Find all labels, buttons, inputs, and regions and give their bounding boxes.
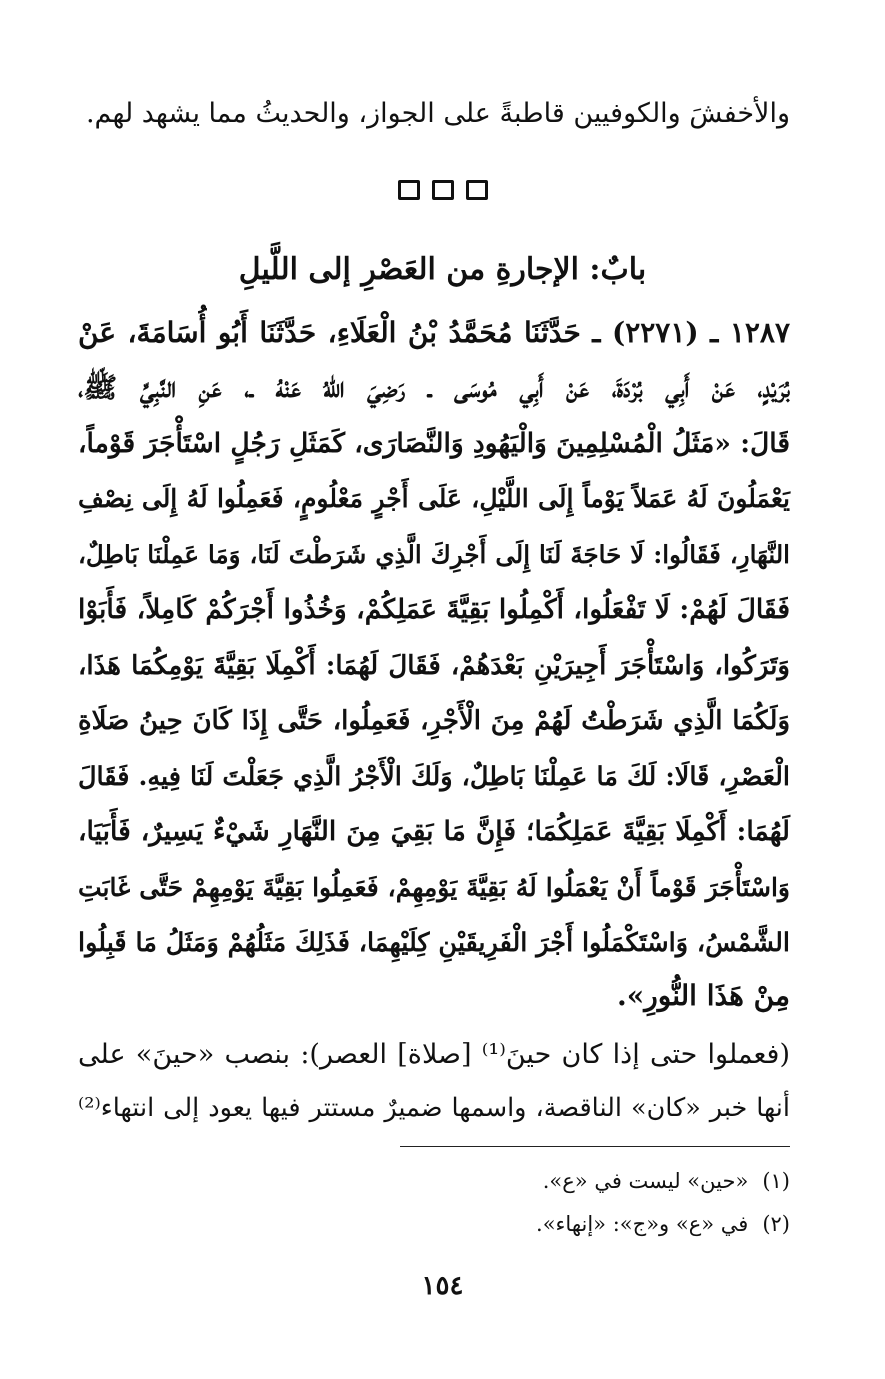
page-number: ١٥٤ <box>421 1271 464 1301</box>
hadith-line: النَّهَارِ، فَقَالُوا: لَا حَاجَةَ لَنَا إِلَى أَجْرِكَ الَّذِي شَرَطْتَ لَنَا، وَمَا عَمِلْنَا بَاطِلٌ، <box>78 540 790 569</box>
divider-square-icon <box>466 180 488 200</box>
commentary-line: (فعملوا حتى إذا كان حينَ⁽¹⁾ [صلاة] العصر): بنصب «حينَ» على <box>78 1039 791 1070</box>
hadith-line: يَعْمَلُونَ لَهُ عَمَلاً يَوْماً إِلَى اللَّيْلِ، عَلَى أَجْرٍ مَعْلُومٍ، فَعَمِلُوا لَهُ إِلَى نِصْفِ <box>78 484 790 513</box>
chapter-heading: بابٌ: الإجارةِ من العَصْرِ إلى اللَّيلِ <box>238 252 647 287</box>
intro-line: والأخفشَ والكوفيين قاطبةً على الجواز، والحديثُ مما يشهد لهم. <box>85 98 790 129</box>
hadith-line: قَالَ: «مَثَلُ الْمُسْلِمِينَ وَالْيَهُودِ وَالنَّصَارَى، كَمَثَلِ رَجُلٍ اسْتَأْجَرَ قَوْماً، <box>78 428 790 459</box>
footnote-separator <box>400 1146 790 1147</box>
hadith-line: وَلَكُمَا الَّذِي شَرَطْتُ لَهُمْ مِنَ الْأَجْرِ، فَعَمِلُوا، حَتَّى إِذَا كَانَ حِينُ صَلَاةِ <box>78 706 790 736</box>
footnote-text: في «ع» و«ج»: «إنهاء». <box>536 1212 749 1236</box>
hadith-line: بُرَيْدٍ، عَنْ أَبِي بُرْدَةَ، عَنْ أَبِي مُوسَى ـ رَضِيَ اللهُ عَنْهُ ـ، عَنِ النَّبِيِّ ﷺ، <box>78 371 790 404</box>
footnote <box>543 1166 790 1196</box>
hadith-line: الشَّمْسُ، وَاسْتَكْمَلُوا أَجْرَ الْفَرِيقَيْنِ كِلَيْهِمَا، فَذَلِكَ مَثَلُهُمْ وَمَثَلُ مَا قَبِلُوا <box>78 928 790 958</box>
hadith-line: وَاسْتَأْجَرَ قَوْماً أَنْ يَعْمَلُوا لَهُ بَقِيَّةَ يَوْمِهِمْ، فَعَمِلُوا بَقِيَّةَ يَوْمِهِمْ حَتَّى غَابَتِ <box>78 873 790 902</box>
footnote <box>536 1209 790 1239</box>
footnote-number: (٢) <box>762 1212 790 1236</box>
section-divider <box>0 180 885 200</box>
commentary-line: أنها خبر «كان» الناقصة، واسمها ضميرٌ مستتر فيها يعود إلى انتهاء⁽²⁾ <box>78 1093 790 1123</box>
hadith-line: لَهُمَا: أَكْمِلَا بَقِيَّةَ عَمَلِكُمَا؛ فَإِنَّ مَا بَقِيَ مِنَ النَّهَارِ شَيْءٌ يَسِيرٌ، فَأَبَيَا، <box>78 816 790 847</box>
footnote-text: «حين» ليست في «ع». <box>542 1169 749 1193</box>
hadith-line: الْعَصْرِ، قَالَا: لَكَ مَا عَمِلْنَا بَاطِلٌ، وَلَكَ الْأَجْرُ الَّذِي جَعَلْتَ لَنَا فِيهِ. فَقَالَ <box>78 762 790 792</box>
hadith-line: فَقَالَ لَهُمْ: لَا تَفْعَلُوا، أَكْمِلُوا بَقِيَّةَ عَمَلِكُمْ، وَخُذُوا أَجْرَكُمْ كَامِلاً، فَأَبَوْا <box>78 594 790 625</box>
footnote-number: (١) <box>762 1169 790 1193</box>
hadith-line: مِنْ هَذَا النُّورِ». <box>616 979 790 1012</box>
hadith-line: وَتَرَكُوا، وَاسْتَأْجَرَ أَجِيرَيْنِ بَعْدَهُمْ، فَقَالَ لَهُمَا: أَكْمِلَا بَقِيَّةَ يَوْمِكُمَا هَذَا، <box>78 651 790 681</box>
hadith-line: ١٢٨٧ ـ (٢٢٧١) ـ حَدَّثَنَا مُحَمَّدُ بْنُ الْعَلَاءِ، حَدَّثَنَا أَبُو أُسَامَةَ، عَنْ <box>78 316 790 349</box>
divider-square-icon <box>398 180 420 200</box>
divider-square-icon <box>432 180 454 200</box>
